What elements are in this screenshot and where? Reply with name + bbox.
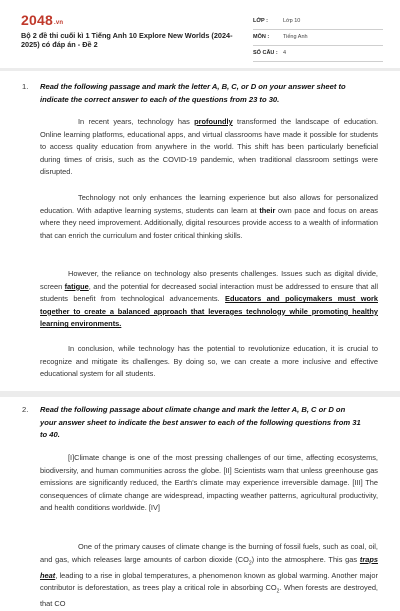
meta-value: Lớp 10 <box>283 18 301 24</box>
passage-paragraph: In conclusion, while technology has the potential to revolutionize education, it is crucial to recognize and mitigate its challenges. By doing so, we can create a more inclusive and effective educational system for all students. <box>40 344 378 379</box>
header-divider <box>0 68 400 71</box>
passage-paragraph: Technology not only enhances the learning experience but also allows for personalized education. With adaptive learning systems, students can learn at their own pace and focus on areas where they need improvement. Additionally, digital resources provide access to a wealth of information that can enrich the curriculum and foster critical thinking skills. <box>40 193 378 240</box>
passage-paragraph: In recent years, technology has profoundly transformed the landscape of education. Online learning platforms, educational apps, and virtual classrooms have made it possible for students to access quality education from anywhere in the world. This shift has been particularly beneficial during times of crisis, such as the COVID-19 pandemic, when traditional classroom settings were disrupted. <box>40 117 379 177</box>
section-divider <box>0 391 400 397</box>
meta-key: SỐ CÂU : <box>253 50 278 56</box>
meta-table <box>253 14 383 62</box>
meta-row-class <box>253 14 383 30</box>
page-header <box>0 0 400 66</box>
question-instruction: Read the following passage about climate change and mark the letter A, B, C or D on your answer sheet to indicate the best answer to each of the following questions from 31 to 40. <box>40 405 361 439</box>
passage-paragraph: [I]Climate change is one of the most pressing challenges of our time, affecting ecosystems, biodiversity, and human communities across the globe. [II] Scientists warn that unless greenhouse gas emissions are significantly reduced, the Earth's climate may experience irreversible damage. [III] The consequences of climate change are widespread, impacting weather patterns, agricultural productivity, and health conditions worldwide. [IV] <box>40 453 378 513</box>
bold-word: their <box>259 205 276 215</box>
question-number: 2. <box>22 405 29 414</box>
question-number: 1. <box>22 82 29 91</box>
meta-value: 4 <box>283 50 287 56</box>
meta-key: MÔN : <box>253 34 270 40</box>
meta-value: Tiếng Anh <box>283 34 308 40</box>
underlined-phrase: traps heat <box>40 554 378 580</box>
meta-row-subject <box>253 30 383 46</box>
meta-key: LỚP : <box>253 18 268 24</box>
site-logo[interactable]: 2048.vn <box>21 12 64 28</box>
passage-paragraph: One of the primary causes of climate change is the burning of fossil fuels, such as coal, oil, and gas, which releases large amounts of carbon dioxide $(CO_2)$ into the atmosphere. This gas traps heat, leading to a rise in global temperatures, a phenomenon known as global warming. Another major contributor is deforestation, as trees play a critical role in absorbing $CO_2$. When forests are destroyed, that CO <box>40 542 378 609</box>
meta-row-count <box>253 46 383 62</box>
underlined-word: profoundly <box>194 117 233 126</box>
underlined-word: fatigue <box>64 281 89 291</box>
question-instruction: Read the following passage and mark the letter A, B, C, or D on your answer sheet to indicate the correct answer to each of the questions from 23 to 30. <box>40 82 346 104</box>
passage-paragraph: However, the reliance on technology also presents challenges. Issues such as digital divide, screen fatigue, and the potential for decreased social interaction must be addressed to ensure that all students benefit from technological advancements. Educators and policymakers must work together to create a balanced approach that leverages technology while promoting healthy learning environments. <box>40 269 378 329</box>
underlined-sentence: Educators and policymakers must work together to create a balanced approach that leverages technology while promoting healthy learning environments. <box>40 294 378 329</box>
document-title: Bộ 2 đề thi cuối kì 1 Tiếng Anh 10 Explore New Worlds (2024-2025) có đáp án - Đề 2 <box>21 31 233 49</box>
